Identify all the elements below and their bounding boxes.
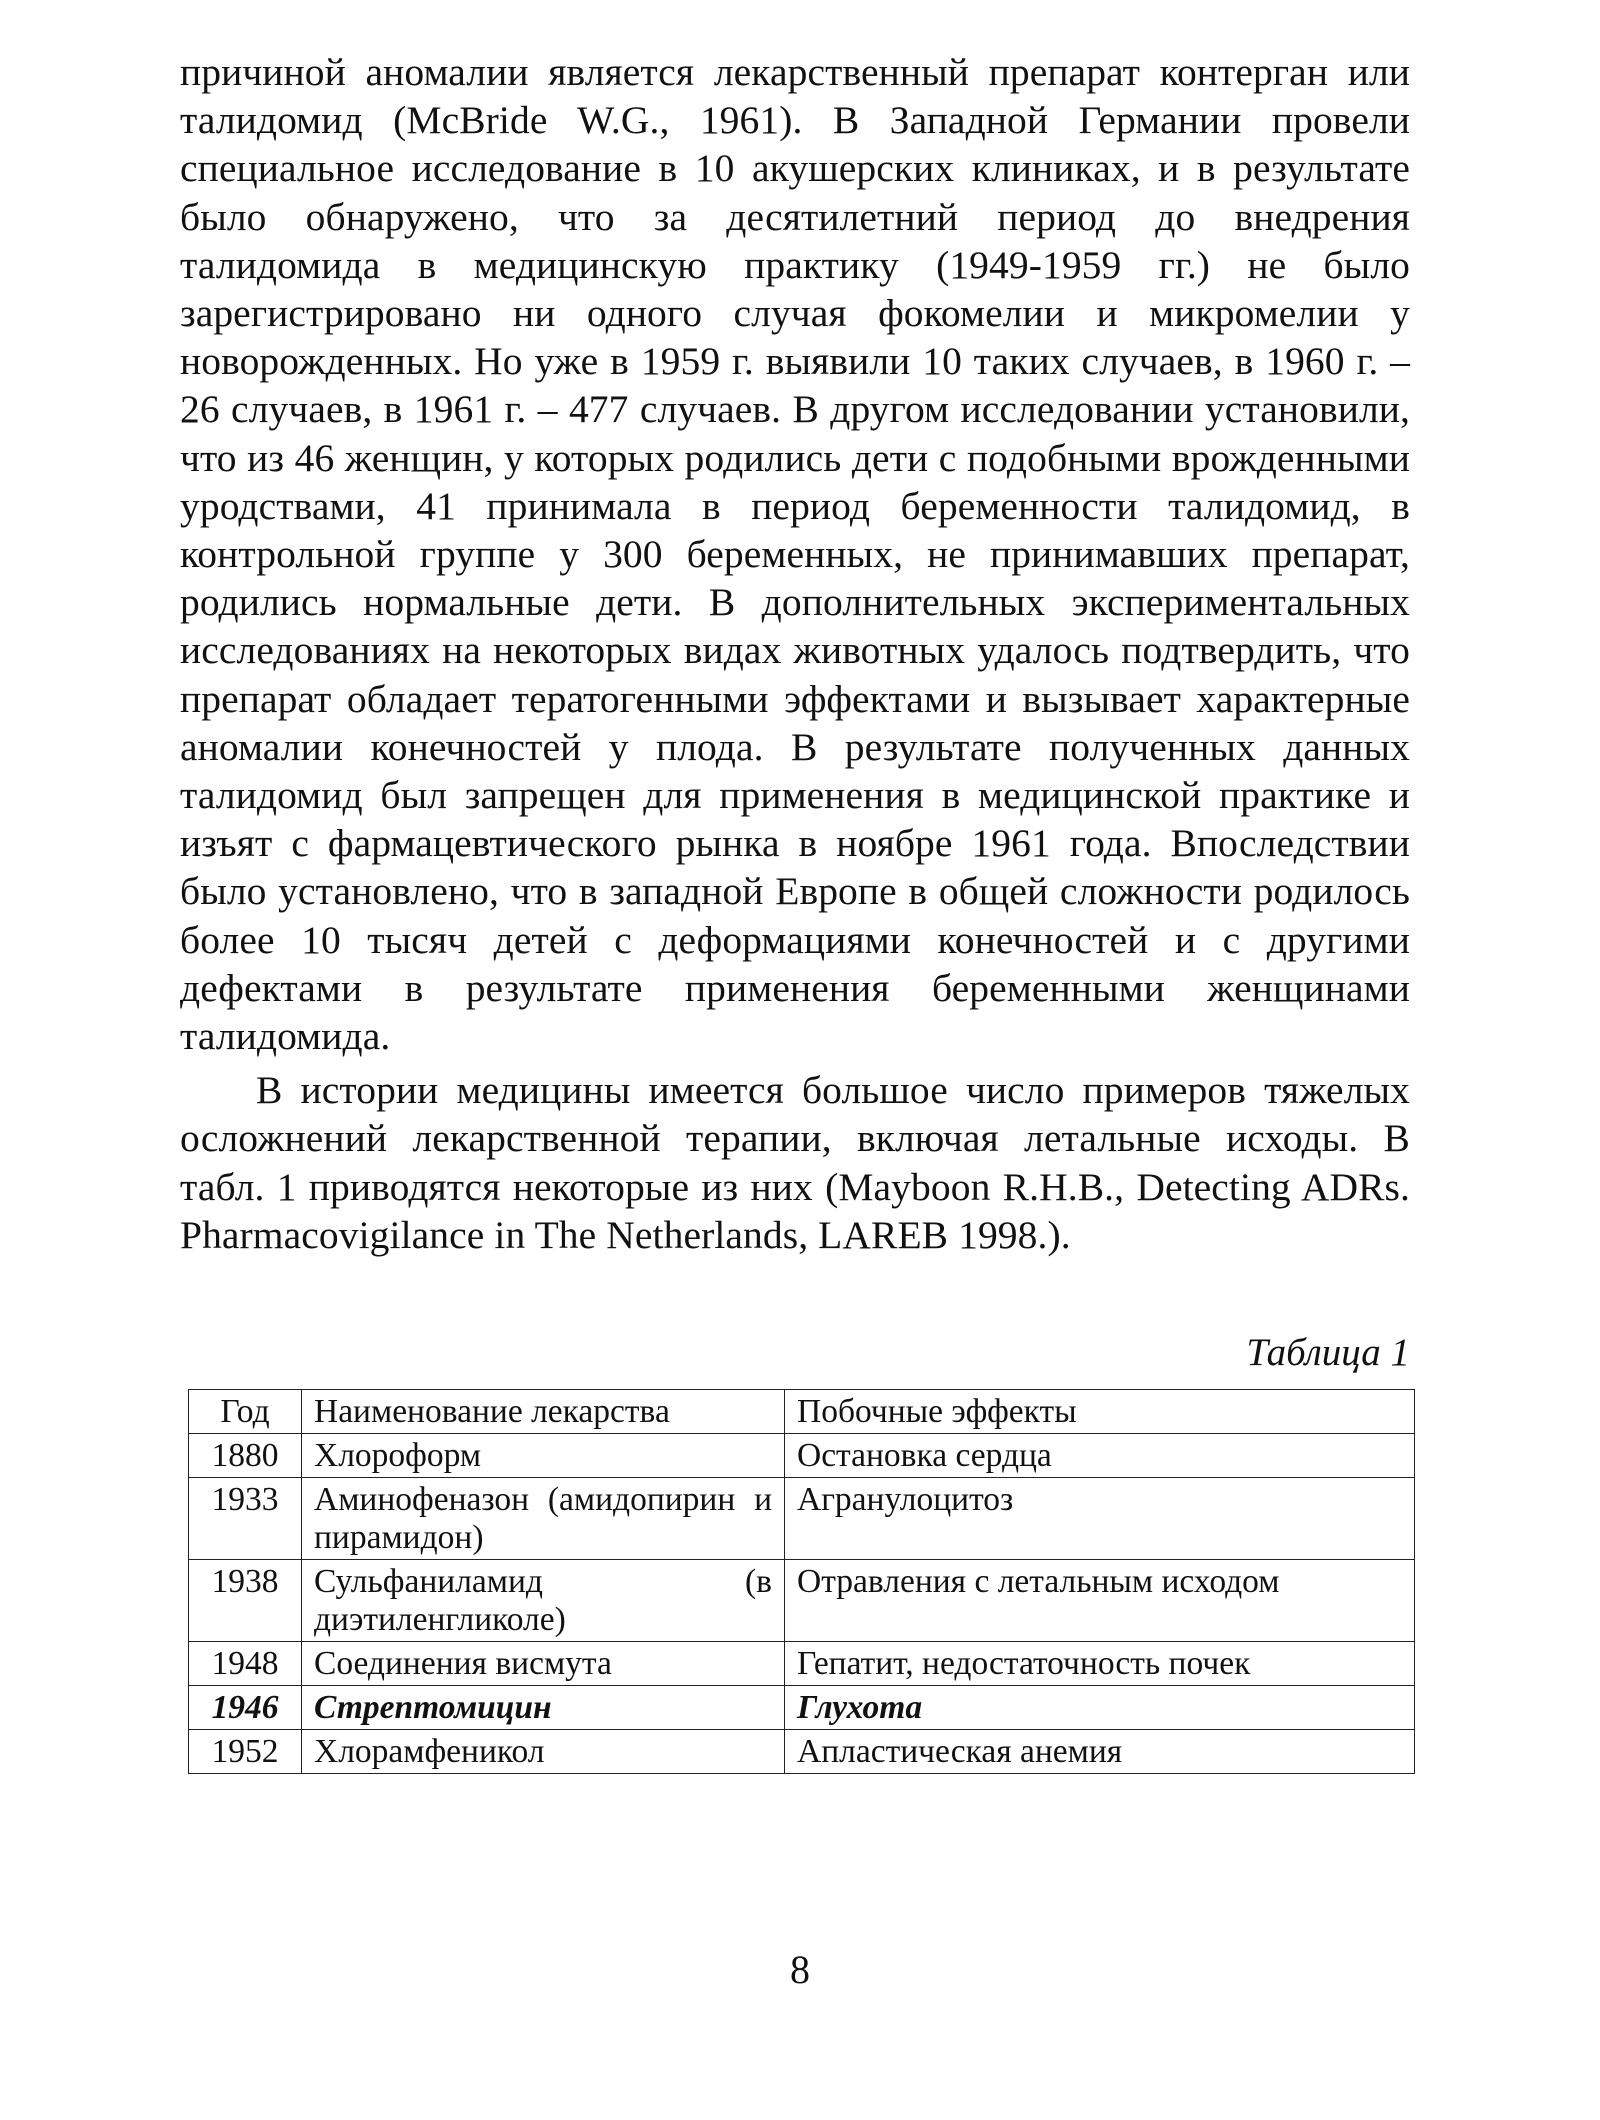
paragraph-drug-complications: В истории медицины имеется большое число примеров тяжелых осложнений лекарственной терапии, включая летальные исходы. В табл. 1 приводятся некоторые из них (Mayboon R.H.B., Detecting ADRs. Pharmacovigilance in The Netherlands, LAREB 1998.). — [180, 1068, 1410, 1257]
table-row — [189, 1642, 1415, 1686]
cell-drug-name: Стрептомицин — [302, 1686, 785, 1730]
page-number: 8 — [790, 1947, 810, 1992]
cell-drug-name: Хлороформ — [302, 1434, 785, 1478]
cell-year: 1938 — [189, 1560, 302, 1642]
header-year: Год — [189, 1390, 302, 1434]
table-row — [189, 1560, 1415, 1642]
table-header-row — [189, 1390, 1415, 1434]
cell-side-effects: Агранулоцитоз — [785, 1478, 1415, 1560]
cell-side-effects: Глухота — [785, 1686, 1415, 1730]
table-row — [189, 1730, 1415, 1774]
header-drug-name: Наименование лекарства — [302, 1390, 785, 1434]
cell-side-effects: Апластическая анемия — [785, 1730, 1415, 1774]
cell-year: 1880 — [189, 1434, 302, 1478]
cell-year: 1952 — [189, 1730, 302, 1774]
cell-side-effects: Гепатит, недостаточность почек — [785, 1642, 1415, 1686]
cell-year: 1948 — [189, 1642, 302, 1686]
table-row — [189, 1478, 1415, 1560]
cell-drug-name: Соединения висмута — [302, 1642, 785, 1686]
paragraph-thalidomide: причиной аномалии является лекарственный препарат контерган или талидомид (McBride W.G., 1961). В Западной Германии провели специальное исследование в 10 акушерских клиниках, и в результате было обнаружено, что за десятилетний период до внедрения талидомида в медицинскую практику (1949-1959 гг.) не было зарегистрировано ни одного случая фокомелии и микромелии у новорожденных. Но уже в 1959 г. выявили 10 таких случаев, в 1960 г. – 26 случаев, в 1961 г. – 477 случаев. В другом исследовании установили, что из 46 женщин, у которых родились дети с подобными врожденными уродствами, 41 принимала в период беременности талидомид, в контрольной группе у 300 беременных, не принимавших препарат, родились нормальные дети. В дополнительных экспериментальных исследованиях на некоторых видах животных удалось подтвердить, что препарат обладает тератогенными эффектами и вызывает характерные аномалии конечностей у плода. В результате полученных данных талидомид был запрещен для применения в медицинской практике и изъят с фармацевтического рынка в ноябре 1961 года. Впоследствии было установлено, что в западной Европе в общей сложности родилось более 10 тысяч детей с деформациями конечностей и с другими дефектами в результате применения беременными женщинами талидомида. — [180, 50, 1410, 1059]
cell-drug-name: Хлорамфеникол — [302, 1730, 785, 1774]
cell-side-effects: Остановка сердца — [785, 1434, 1415, 1478]
table-caption: Таблица 1 — [1246, 1331, 1410, 1375]
page-content — [180, 48, 1410, 1774]
cell-drug-name: Аминофеназон (амидопирин и пирамидон) — [302, 1478, 785, 1560]
header-side-effects: Побочные эффекты — [785, 1390, 1415, 1434]
cell-drug-name: Сульфаниламид (в диэтиленгликоле) — [302, 1560, 785, 1642]
cell-year: 1933 — [189, 1478, 302, 1560]
adverse-effects-table — [188, 1389, 1415, 1774]
cell-side-effects: Отравления с летальным исходом — [785, 1560, 1415, 1642]
cell-year: 1946 — [189, 1686, 302, 1730]
table-row — [189, 1434, 1415, 1478]
table-row-highlighted — [189, 1686, 1415, 1730]
